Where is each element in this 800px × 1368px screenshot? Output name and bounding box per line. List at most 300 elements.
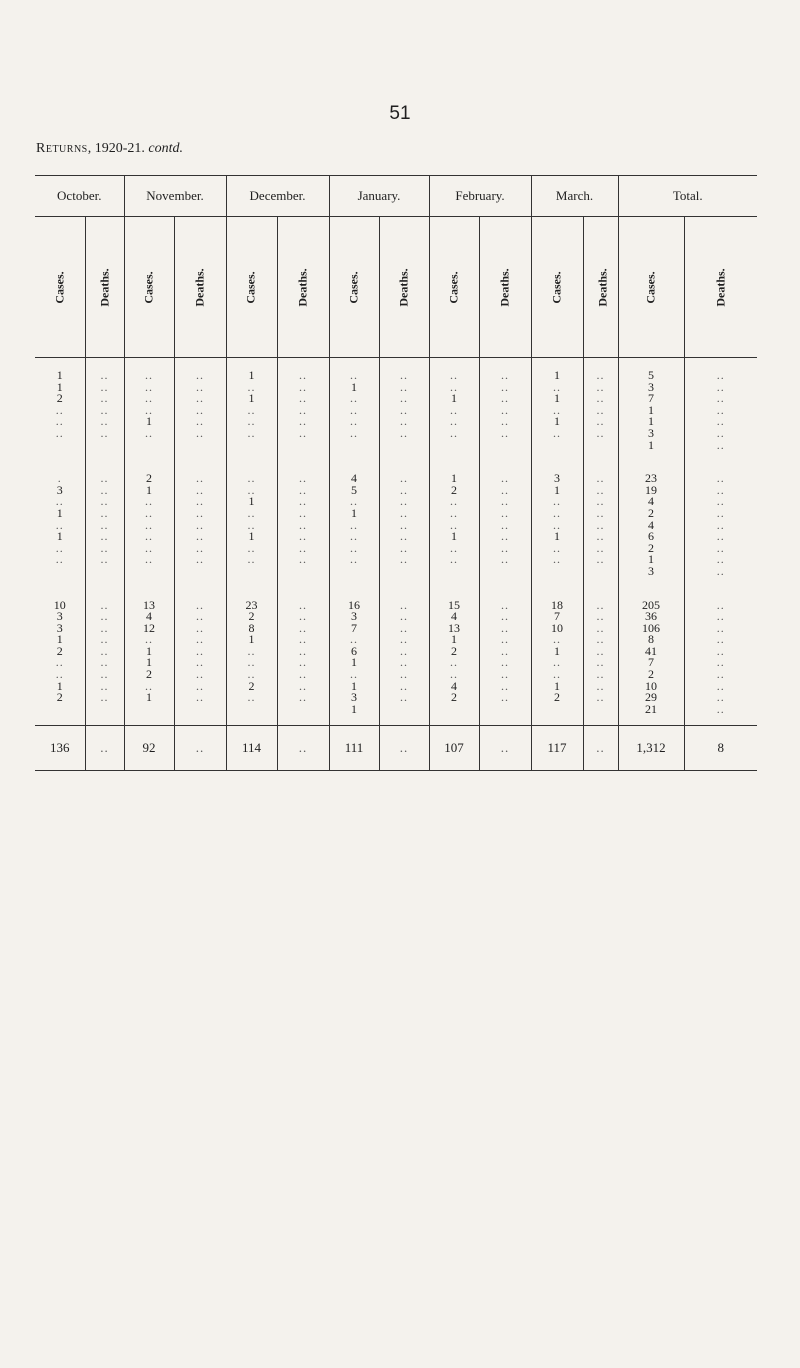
- cell-value: 3: [351, 609, 358, 624]
- table-cell: [174, 358, 226, 462]
- table-cell: [85, 358, 124, 462]
- cell-value: 23: [645, 471, 658, 486]
- cell-value: ..: [450, 368, 459, 382]
- cell-value: ..: [299, 678, 307, 693]
- cell-value: ..: [299, 643, 307, 658]
- cell-value: 10: [645, 678, 658, 693]
- cell-value: 106: [642, 620, 661, 635]
- month-header-october: October.: [35, 176, 124, 217]
- cell-value: ..: [501, 391, 510, 406]
- cell-value: 2: [146, 667, 152, 682]
- cell-value: ..: [145, 368, 153, 382]
- cell-value: ..: [501, 552, 510, 567]
- cell-value: ..: [299, 529, 307, 544]
- cell-value: 1: [554, 482, 561, 497]
- cell-value: ..: [400, 597, 409, 612]
- cell-value: ..: [247, 379, 256, 394]
- cell-value: 5: [351, 482, 358, 497]
- cell-value: 1: [56, 379, 63, 394]
- cell-value: ..: [450, 414, 459, 429]
- table-cell: [85, 461, 124, 587]
- cell-value: ..: [145, 678, 153, 693]
- cell-value: ..: [400, 529, 409, 544]
- cell-value: ..: [400, 482, 409, 497]
- cell-value: 6: [351, 643, 358, 658]
- total-cell: ..: [379, 726, 429, 771]
- cell-value: 3: [56, 482, 63, 497]
- cell-value: 7: [648, 655, 655, 670]
- cell-value: ..: [100, 552, 109, 567]
- cell-value: ..: [196, 597, 204, 612]
- cell-value: ..: [596, 643, 605, 658]
- total-cell: 1,312: [618, 726, 684, 771]
- table-cell: [329, 461, 379, 587]
- cell-value: ..: [553, 379, 562, 394]
- table-cell: [277, 358, 329, 462]
- cell-value: 19: [645, 482, 658, 497]
- col-header-cases: Cases.: [531, 217, 583, 358]
- cell-value: ..: [196, 552, 204, 567]
- cell-value: ..: [247, 667, 256, 682]
- cell-value: 1: [248, 529, 255, 544]
- cell-value: ..: [716, 437, 725, 452]
- table-cell: [379, 588, 429, 726]
- cell-value: ..: [196, 667, 204, 682]
- cell-value: 4: [351, 471, 358, 486]
- cell-value: ..: [100, 690, 109, 705]
- cell-value: ..: [501, 632, 510, 647]
- cell-value: ..: [501, 678, 510, 693]
- total-cell: 114: [226, 726, 277, 771]
- cell-value: ..: [596, 667, 605, 682]
- cell-value: ..: [299, 505, 307, 520]
- table-cell: [329, 588, 379, 726]
- cell-value: ..: [145, 529, 153, 544]
- cell-value: ..: [596, 425, 605, 440]
- table-cell: [618, 461, 684, 587]
- cell-value: ..: [501, 402, 510, 417]
- cell-value: ..: [400, 620, 409, 635]
- cell-value: ..: [501, 505, 510, 520]
- cell-value: ..: [196, 643, 204, 658]
- cell-value: 15: [448, 597, 461, 612]
- cell-value: ..: [716, 529, 725, 544]
- cell-value: ..: [299, 517, 307, 532]
- cell-value: ..: [716, 402, 725, 417]
- cell-value: ..: [247, 402, 256, 417]
- cell-value: 1: [248, 632, 255, 647]
- month-header-march: March.: [531, 176, 618, 217]
- cell-value: ..: [596, 597, 605, 612]
- cell-value: ..: [450, 552, 459, 567]
- cell-value: 1: [248, 391, 255, 406]
- cell-value: 1: [554, 678, 561, 693]
- cell-value: ..: [247, 552, 256, 567]
- cell-value: 1: [146, 482, 152, 497]
- col-header-cases: Cases.: [429, 217, 479, 358]
- table-cell: [124, 461, 174, 587]
- cell-value: ..: [299, 425, 307, 440]
- cell-value: ..: [196, 517, 204, 532]
- cell-value: ..: [299, 655, 307, 670]
- cell-value: 5: [648, 368, 655, 382]
- cell-value: ..: [247, 471, 256, 486]
- table-cell: [379, 461, 429, 587]
- cell-value: ..: [55, 425, 64, 440]
- cell-value: ..: [400, 540, 409, 555]
- month-header-total: Total.: [618, 176, 757, 217]
- cell-value: 1: [146, 655, 152, 670]
- cell-value: ..: [196, 425, 204, 440]
- cell-value: 4: [648, 494, 655, 509]
- cell-value: ..: [299, 597, 307, 612]
- cell-value: ..: [299, 690, 307, 705]
- col-header-cases: Cases.: [329, 217, 379, 358]
- cell-value: 1: [648, 414, 655, 429]
- cell-value: ..: [247, 643, 256, 658]
- table-cell: [174, 461, 226, 587]
- cell-value: 3: [554, 471, 561, 486]
- cell-value: ..: [553, 494, 562, 509]
- cell-value: 7: [554, 609, 561, 624]
- month-header-november: November.: [124, 176, 226, 217]
- cell-value: ..: [196, 655, 204, 670]
- cell-value: 1: [146, 414, 152, 429]
- col-header-deaths: Deaths.: [479, 217, 531, 358]
- cell-value: 2: [248, 678, 255, 693]
- table-row: [35, 358, 757, 462]
- cell-value: ..: [299, 667, 307, 682]
- row-group-2: [35, 461, 757, 587]
- cell-value: ..: [596, 402, 605, 417]
- cell-value: ..: [450, 505, 459, 520]
- cell-value: ..: [100, 402, 109, 417]
- table-cell: [583, 588, 618, 726]
- cell-value: ..: [553, 667, 562, 682]
- table-cell: [85, 588, 124, 726]
- cell-value: ..: [350, 368, 359, 382]
- cell-value: ..: [196, 540, 204, 555]
- cell-value: ..: [400, 552, 409, 567]
- cell-value: ..: [299, 552, 307, 567]
- cell-value: 1: [451, 471, 458, 486]
- cell-value: ..: [350, 391, 359, 406]
- cell-value: ..: [196, 632, 204, 647]
- cell-value: ..: [716, 667, 725, 682]
- cell-value: 41: [645, 643, 658, 658]
- caption-contd: contd.: [148, 141, 184, 156]
- cell-value: 2: [451, 643, 458, 658]
- cell-value: 23: [245, 597, 258, 612]
- cell-value: ..: [501, 667, 510, 682]
- cell-value: ..: [596, 505, 605, 520]
- cell-value: 205: [642, 597, 661, 612]
- month-header-december: December.: [226, 176, 329, 217]
- cell-value: ..: [55, 667, 64, 682]
- cell-value: ..: [716, 391, 725, 406]
- cell-value: 10: [551, 620, 564, 635]
- cell-value: ..: [596, 655, 605, 670]
- cell-value: ..: [450, 517, 459, 532]
- cell-value: ..: [716, 632, 725, 647]
- cell-value: ..: [100, 529, 109, 544]
- cell-value: 8: [248, 620, 255, 635]
- cell-value: ..: [100, 632, 109, 647]
- cell-value: ..: [247, 482, 256, 497]
- cell-value: 1: [146, 643, 152, 658]
- table-cell: [429, 588, 479, 726]
- cell-value: ..: [501, 597, 510, 612]
- total-cell: ..: [174, 726, 226, 771]
- cell-value: ..: [450, 540, 459, 555]
- cell-value: ..: [299, 482, 307, 497]
- row-group-3: [35, 588, 757, 726]
- col-header-cases: Cases.: [124, 217, 174, 358]
- cell-value: ..: [400, 368, 409, 382]
- cell-value: ..: [145, 494, 153, 509]
- table-cell: [429, 358, 479, 462]
- cell-value: 1: [554, 391, 561, 406]
- table-cell: [277, 461, 329, 587]
- cell-value: ..: [501, 655, 510, 670]
- cell-value: 8: [648, 632, 655, 647]
- cell-value: ..: [553, 540, 562, 555]
- cell-value: ..: [553, 517, 562, 532]
- table-cell: [35, 588, 85, 726]
- cell-value: 2: [56, 643, 63, 658]
- table-cell: [174, 588, 226, 726]
- cell-value: ..: [501, 368, 510, 382]
- cell-value: ..: [450, 655, 459, 670]
- total-cell: ..: [479, 726, 531, 771]
- cell-value: ..: [299, 471, 307, 486]
- cell-value: 1: [56, 529, 63, 544]
- cell-value: ..: [596, 690, 605, 705]
- cell-value: ..: [501, 643, 510, 658]
- cell-value: ..: [716, 414, 725, 429]
- cell-value: ..: [716, 655, 725, 670]
- cell-value: ..: [299, 368, 307, 382]
- col-header-cases: Cases.: [35, 217, 85, 358]
- cell-value: ..: [55, 494, 64, 509]
- cell-value: 2: [56, 391, 63, 406]
- cell-value: ..: [100, 609, 109, 624]
- cell-value: 1: [554, 529, 561, 544]
- cell-value: ..: [596, 529, 605, 544]
- total-cell: 136: [35, 726, 85, 771]
- cell-value: ..: [247, 655, 256, 670]
- cell-value: 16: [348, 597, 361, 612]
- cell-value: ..: [716, 563, 725, 578]
- cell-value: 1: [648, 552, 655, 567]
- cell-value: 1: [146, 690, 152, 705]
- cell-value: 18: [551, 597, 564, 612]
- total-cell: 117: [531, 726, 583, 771]
- cell-value: ..: [145, 632, 153, 647]
- table-cell: [618, 358, 684, 462]
- cell-value: 4: [648, 517, 655, 532]
- cell-value: ..: [553, 552, 562, 567]
- cell-value: ..: [100, 517, 109, 532]
- cell-value: ..: [145, 505, 153, 520]
- col-header-deaths: Deaths.: [277, 217, 329, 358]
- cell-value: ..: [716, 379, 725, 394]
- table-cell: [329, 358, 379, 462]
- cell-value: ..: [55, 402, 64, 417]
- cell-value: ..: [196, 391, 204, 406]
- cell-value: ..: [501, 425, 510, 440]
- cell-value: ..: [100, 379, 109, 394]
- cell-value: ..: [501, 494, 510, 509]
- cell-value: 1: [351, 678, 358, 693]
- cell-value: ..: [400, 655, 409, 670]
- cell-value: 4: [146, 609, 152, 624]
- cell-value: ..: [299, 540, 307, 555]
- cell-value: 3: [351, 690, 358, 705]
- cell-value: ..: [400, 414, 409, 429]
- cell-value: ..: [400, 609, 409, 624]
- cell-value: 1: [351, 701, 358, 716]
- cell-value: ..: [196, 471, 204, 486]
- cell-value: ..: [716, 597, 725, 612]
- cell-value: ..: [716, 517, 725, 532]
- cell-value: ..: [400, 643, 409, 658]
- cell-value: ..: [247, 517, 256, 532]
- cell-value: ..: [100, 505, 109, 520]
- cell-value: ..: [55, 517, 64, 532]
- cell-value: ..: [501, 414, 510, 429]
- cell-value: ..: [450, 402, 459, 417]
- cell-value: 3: [648, 425, 655, 440]
- cell-value: ..: [400, 494, 409, 509]
- cell-value: ..: [400, 505, 409, 520]
- cell-value: ..: [299, 620, 307, 635]
- cell-value: ..: [400, 379, 409, 394]
- cell-value: ..: [716, 690, 725, 705]
- table-cell: [479, 358, 531, 462]
- cell-value: ..: [716, 609, 725, 624]
- cell-value: ..: [196, 379, 204, 394]
- cell-value: 2: [248, 609, 255, 624]
- cell-value: ..: [400, 667, 409, 682]
- cell-value: ..: [299, 632, 307, 647]
- cell-value: ..: [596, 391, 605, 406]
- table-cell: [531, 358, 583, 462]
- cell-value: 1: [648, 437, 655, 452]
- cell-value: ..: [501, 471, 510, 486]
- cell-value: ..: [196, 414, 204, 429]
- table-cell: [226, 588, 277, 726]
- table-cell: [479, 588, 531, 726]
- cell-value: 3: [648, 379, 655, 394]
- cell-value: ..: [400, 678, 409, 693]
- table-cell: [618, 588, 684, 726]
- cell-value: ..: [247, 540, 256, 555]
- cell-value: ..: [145, 425, 153, 440]
- cell-value: 1: [451, 632, 458, 647]
- cell-value: ..: [100, 540, 109, 555]
- cell-value: ..: [400, 471, 409, 486]
- cell-value: 2: [648, 540, 655, 555]
- cell-value: ..: [450, 379, 459, 394]
- cell-value: ..: [596, 552, 605, 567]
- cell-value: ..: [196, 529, 204, 544]
- cell-value: ..: [716, 425, 725, 440]
- cell-value: ..: [501, 482, 510, 497]
- table-cell: [531, 461, 583, 587]
- cell-value: 7: [351, 620, 358, 635]
- cell-value: ..: [100, 667, 109, 682]
- month-header-january: January.: [329, 176, 429, 217]
- table-cell: [124, 358, 174, 462]
- cell-value: ..: [100, 655, 109, 670]
- cell-value: 1: [56, 632, 63, 647]
- cell-value: ..: [716, 678, 725, 693]
- cell-value: ..: [400, 517, 409, 532]
- cell-value: 1: [351, 505, 358, 520]
- cell-value: ..: [299, 609, 307, 624]
- cell-value: ..: [716, 482, 725, 497]
- cell-value: 1: [554, 368, 561, 382]
- table-row: [35, 461, 757, 587]
- cell-value: ..: [400, 425, 409, 440]
- month-header-february: February.: [429, 176, 531, 217]
- table-cell: [583, 358, 618, 462]
- cell-value: ..: [55, 540, 64, 555]
- cell-value: ..: [596, 414, 605, 429]
- column-header-row: [35, 217, 757, 358]
- cell-value: ..: [350, 414, 359, 429]
- cell-value: ..: [350, 494, 359, 509]
- cell-value: 1: [56, 368, 63, 382]
- cell-value: 13: [448, 620, 461, 635]
- table-cell: [35, 461, 85, 587]
- cell-value: 10: [53, 597, 66, 612]
- cell-value: ..: [400, 402, 409, 417]
- cell-value: ..: [100, 414, 109, 429]
- cell-value: ..: [450, 425, 459, 440]
- table-cell: [379, 358, 429, 462]
- cell-value: 2: [56, 690, 63, 705]
- cell-value: 1: [248, 368, 255, 382]
- cell-value: ..: [596, 471, 605, 486]
- cell-value: 2: [451, 690, 458, 705]
- total-cell: ..: [85, 726, 124, 771]
- cell-value: ..: [247, 425, 256, 440]
- total-cell: ..: [583, 726, 618, 771]
- cell-value: ..: [145, 402, 153, 417]
- cell-value: 1: [451, 529, 458, 544]
- cell-value: ..: [716, 620, 725, 635]
- cell-value: ..: [196, 620, 204, 635]
- cell-value: ..: [400, 690, 409, 705]
- cell-value: ..: [100, 620, 109, 635]
- cell-value: ..: [716, 505, 725, 520]
- cell-value: ..: [501, 540, 510, 555]
- cell-value: 2: [648, 667, 655, 682]
- table-cell: [583, 461, 618, 587]
- table-cell: [226, 358, 277, 462]
- cell-value: ..: [299, 494, 307, 509]
- cell-value: ..: [501, 517, 510, 532]
- table-cell: [226, 461, 277, 587]
- cell-value: 2: [648, 505, 655, 520]
- cell-value: 2: [146, 471, 152, 486]
- table-cell: [429, 461, 479, 587]
- cell-value: ..: [596, 620, 605, 635]
- cell-value: ..: [716, 368, 725, 382]
- caption-year: , 1920-21.: [87, 141, 145, 156]
